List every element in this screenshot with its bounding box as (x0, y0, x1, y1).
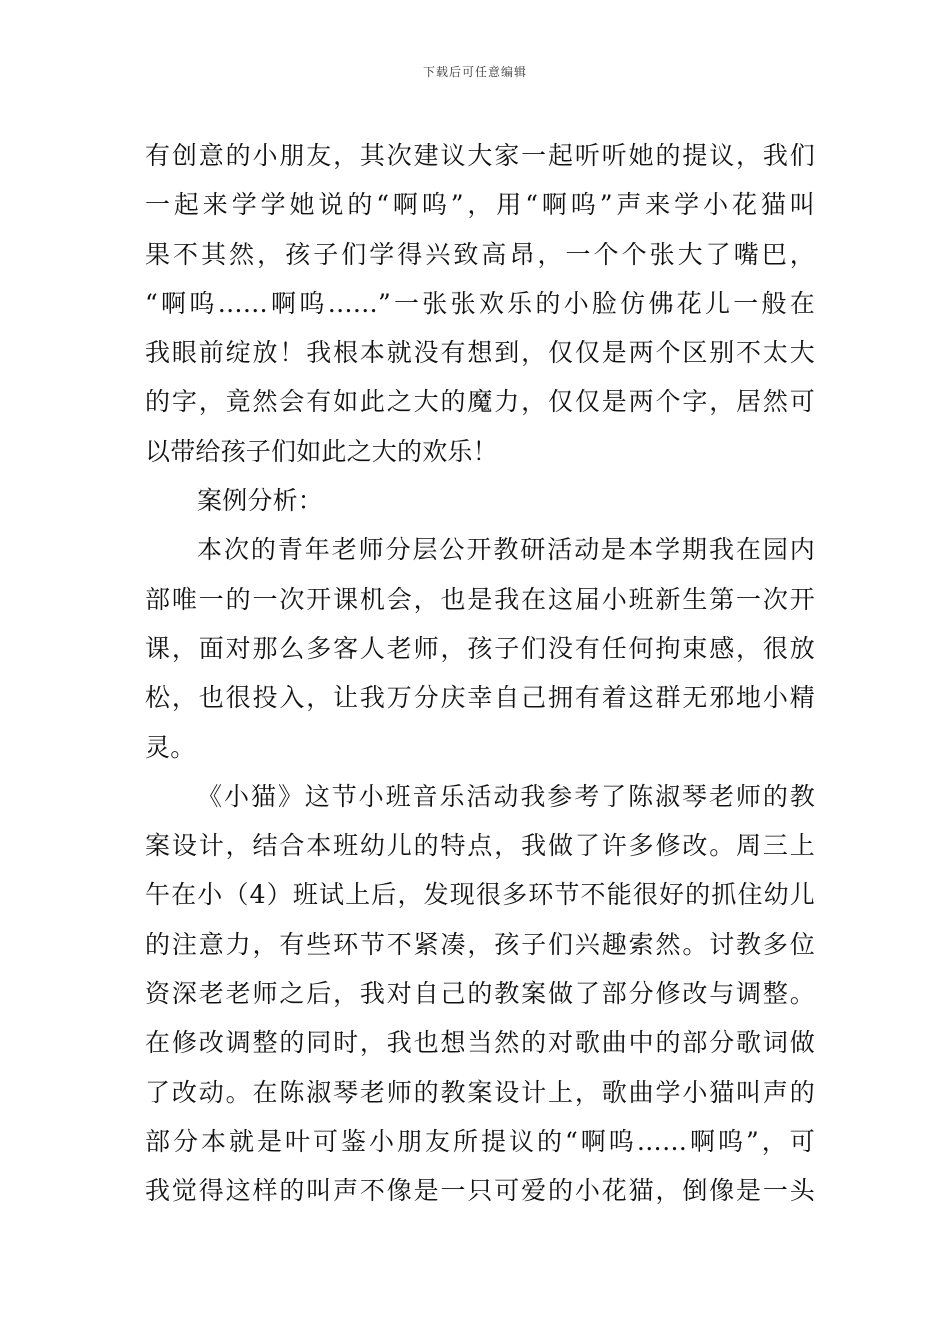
text-line: 资深老老师之后，我对自己的教案做了部分修改与调整。 (145, 979, 815, 1009)
text-line: “啊呜……啊呜……”一张张欢乐的小脸仿佛花儿一般在 (145, 288, 815, 318)
text-line: 午在小（4）班试上后，发现很多环节不能很好的抓住幼儿 (145, 880, 815, 910)
text-line: 案设计，结合本班幼儿的特点，我做了许多修改。周三上 (145, 831, 815, 861)
section-heading: 案例分析： (197, 486, 324, 516)
text-line: 以带给孩子们如此之大的欢乐！ (145, 436, 498, 466)
text-line: 有创意的小朋友，其次建议大家一起听听她的提议，我们 (145, 141, 815, 170)
text-line: 本次的青年老师分层公开教研活动是本学期我在园内 (197, 535, 815, 565)
text-line: 了改动。在陈淑琴老师的教案设计上，歌曲学小猫叫声的 (145, 1077, 815, 1107)
document-body (145, 131, 815, 1216)
text-line: 的注意力，有些环节不紧凑，孩子们兴趣索然。讨教多位 (145, 929, 815, 959)
text-line: 灵。 (145, 732, 196, 762)
page-header: 下载后可任意编辑 (422, 65, 527, 79)
text-line: 部唯一的一次开课机会，也是我在这届小班新生第一次开 (145, 584, 815, 614)
text-line: 课，面对那么多客人老师，孩子们没有任何拘束感，很放 (145, 633, 815, 663)
text-line: 松，也很投入，让我万分庆幸自己拥有着这群无邪地小精 (145, 683, 815, 713)
text-line: 我眼前绽放！我根本就没有想到，仅仅是两个区别不太大 (145, 338, 815, 368)
text-line: 我觉得这样的叫声不像是一只可爱的小花猫，倒像是一头 (145, 1176, 815, 1206)
text-line: 一起来学学她说的“啊呜”，用“啊呜”声来学小花猫叫 (145, 190, 815, 220)
text-line: 《小猫》这节小班音乐活动我参考了陈淑琴老师的教 (197, 781, 815, 811)
text-line: 部分本就是叶可鉴小朋友所提议的“啊呜……啊呜”，可 (145, 1126, 815, 1156)
text-line: 在修改调整的同时，我也想当然的对歌曲中的部分歌词做 (145, 1028, 815, 1058)
text-line: 的字，竟然会有如此之大的魔力，仅仅是两个字，居然可 (145, 387, 815, 417)
text-line: 果不其然，孩子们学得兴致高昂，一个个张大了嘴巴， (145, 239, 815, 269)
